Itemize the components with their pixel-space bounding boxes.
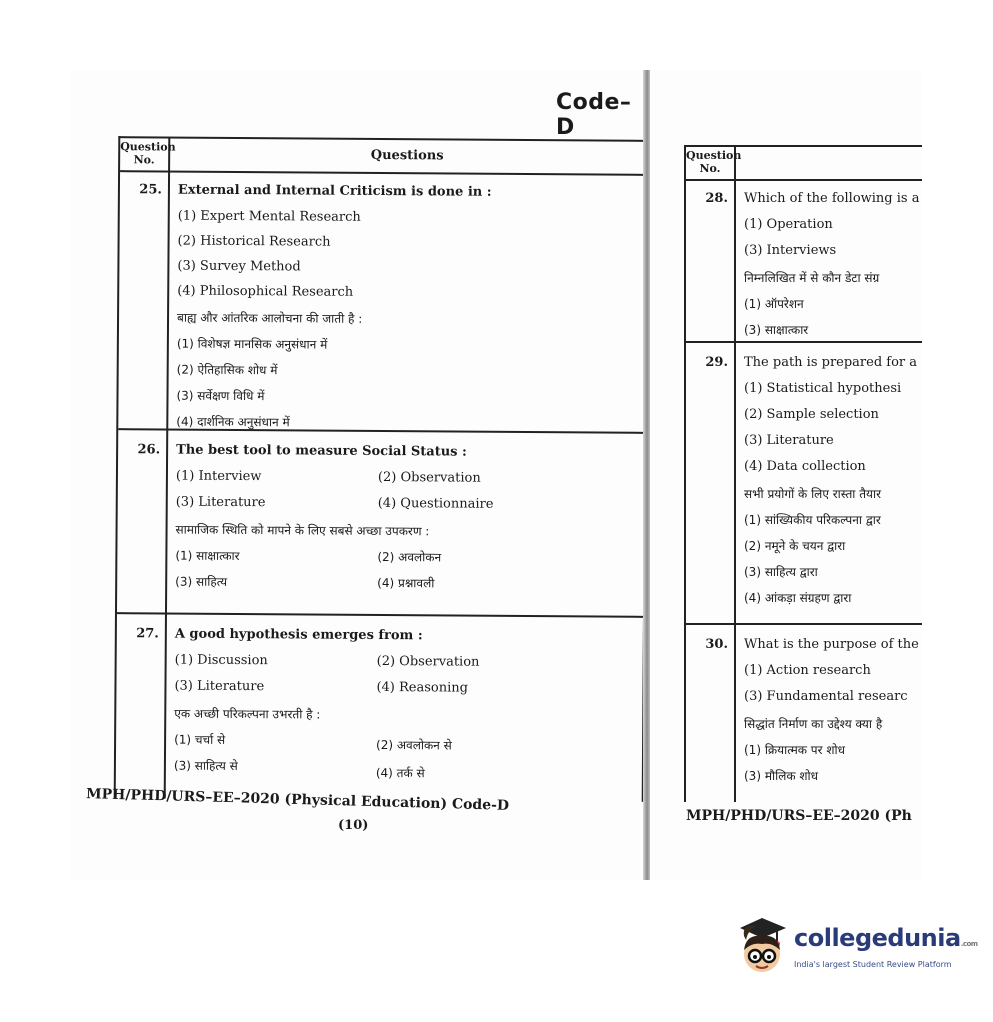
questions-header: Questions — [370, 147, 444, 164]
paper-code-footer: MPH/PHD/URS–EE–2020 (Physical Education) Code-D — [85, 786, 510, 814]
question-number: 26. — [137, 442, 161, 458]
hindi-option: (3) साहित्य — [175, 574, 228, 589]
hindi-option: (4) प्रश्नावली — [377, 575, 435, 591]
option: (1) Expert Mental Research — [177, 208, 361, 225]
hindi-option: (1) चर्चा से — [174, 732, 226, 747]
option: (2) Historical Research — [177, 233, 331, 250]
question-number: 30. — [705, 637, 728, 652]
hindi-option: (3) साहित्य से — [173, 758, 238, 774]
collegedunia-logo[interactable] — [736, 912, 978, 982]
hindi-option: (1) क्रियात्मक पर शोध — [744, 743, 845, 757]
question-28 — [686, 179, 922, 341]
hindi-option: (1) सांख्यिकीय परिकल्पना द्वार — [744, 513, 881, 527]
option: (4) Data collection — [744, 459, 866, 474]
hindi-option: (3) साहित्य द्वारा — [744, 565, 818, 579]
option: (2) Observation — [377, 469, 481, 486]
question-no-header: Question No. — [120, 138, 170, 172]
hindi-option: (1) साक्षात्कार — [175, 548, 240, 564]
question-text: A good hypothesis emerges from : — [174, 626, 423, 644]
option: (3) Literature — [175, 494, 266, 511]
option: (1) Discussion — [174, 652, 268, 669]
hindi-option: (3) साक्षात्कार — [744, 323, 809, 337]
question-26 — [117, 428, 644, 618]
hindi-question-text: सामाजिक स्थिति को मापने के लिए सबसे अच्छा उपकरण : — [175, 522, 430, 539]
hindi-option: (4) तर्क से — [375, 765, 425, 781]
brand-name: collegedunia.com — [794, 924, 978, 952]
brand-domain: .com — [960, 940, 978, 948]
hindi-option: (2) ऐतिहासिक शोध में — [176, 362, 278, 378]
question-number: 27. — [136, 626, 159, 642]
option: (3) Literature — [174, 678, 265, 695]
hindi-option: (1) ऑपरेशन — [744, 297, 804, 311]
hindi-question-text: एक अच्छी परिकल्पना उभरती है : — [174, 706, 321, 722]
question-30 — [686, 623, 922, 803]
hindi-question-text: बाह्य और आंतरिक आलोचना की जाती है : — [177, 310, 363, 326]
option: (3) Survey Method — [177, 258, 301, 275]
left-exam-page — [70, 70, 644, 880]
right-exam-page — [650, 70, 922, 880]
table-header — [686, 147, 922, 181]
hindi-question-text: सभी प्रयोगों के लिए रास्ता तैयार — [744, 487, 882, 501]
hindi-option: (2) अवलोकन से — [376, 737, 452, 753]
brand-tagline: India's largest Student Review Platform — [794, 960, 952, 969]
option: (3) Interviews — [744, 243, 837, 258]
question-text: The best tool to measure Social Status : — [176, 442, 467, 460]
question-number: 28. — [705, 191, 728, 206]
question-table-left — [114, 136, 644, 802]
hindi-question-text: निम्नलिखित में से कौन डेटा संग्र — [744, 271, 880, 285]
hindi-option: (1) विशेषज्ञ मानसिक अनुसंधान में — [176, 336, 328, 352]
question-no-header: Question No. — [686, 147, 736, 181]
option: (2) Sample selection — [744, 407, 879, 422]
option: (4) Philosophical Research — [177, 283, 354, 300]
question-text: What is the purpose of the — [744, 637, 919, 652]
hindi-option: (3) मौलिक शोध — [744, 769, 819, 783]
hindi-question-text: सिद्धांत निर्माण का उद्देश्य क्या है — [744, 717, 883, 731]
question-number: 25. — [139, 182, 162, 198]
paper-code-footer: MPH/PHD/URS–EE–2020 (Ph — [686, 808, 912, 824]
option: (3) Fundamental researc — [744, 689, 908, 704]
question-29 — [686, 341, 922, 625]
question-27 — [116, 612, 643, 804]
hindi-option: (4) दार्शनिक अनुसंधान में — [176, 414, 290, 430]
hindi-option: (2) अवलोकन — [377, 549, 442, 565]
hindi-option: (4) आंकड़ा संग्रहण द्वारा — [744, 591, 852, 605]
page-number: (10) — [338, 818, 369, 833]
hindi-option: (3) सर्वेक्षण विधि में — [176, 388, 265, 404]
code-header: Code–D — [556, 90, 632, 140]
question-text: External and Internal Criticism is done in : — [177, 182, 492, 200]
option: (4) Questionnaire — [377, 495, 494, 512]
question-text: Which of the following is a — [744, 191, 920, 206]
question-number: 29. — [705, 355, 728, 370]
option: (2) Observation — [376, 653, 480, 670]
option: (4) Reasoning — [376, 679, 469, 696]
hindi-option: (2) नमूने के चयन द्वारा — [744, 539, 846, 553]
option: (1) Operation — [744, 217, 833, 232]
option: (1) Statistical hypothesi — [744, 381, 902, 396]
question-25 — [118, 170, 644, 432]
option: (1) Interview — [175, 468, 262, 485]
mascot-icon — [736, 914, 790, 978]
question-table-right — [684, 145, 922, 802]
option: (3) Literature — [744, 433, 834, 448]
option: (1) Action research — [744, 663, 871, 678]
question-text: The path is prepared for a — [744, 355, 918, 370]
